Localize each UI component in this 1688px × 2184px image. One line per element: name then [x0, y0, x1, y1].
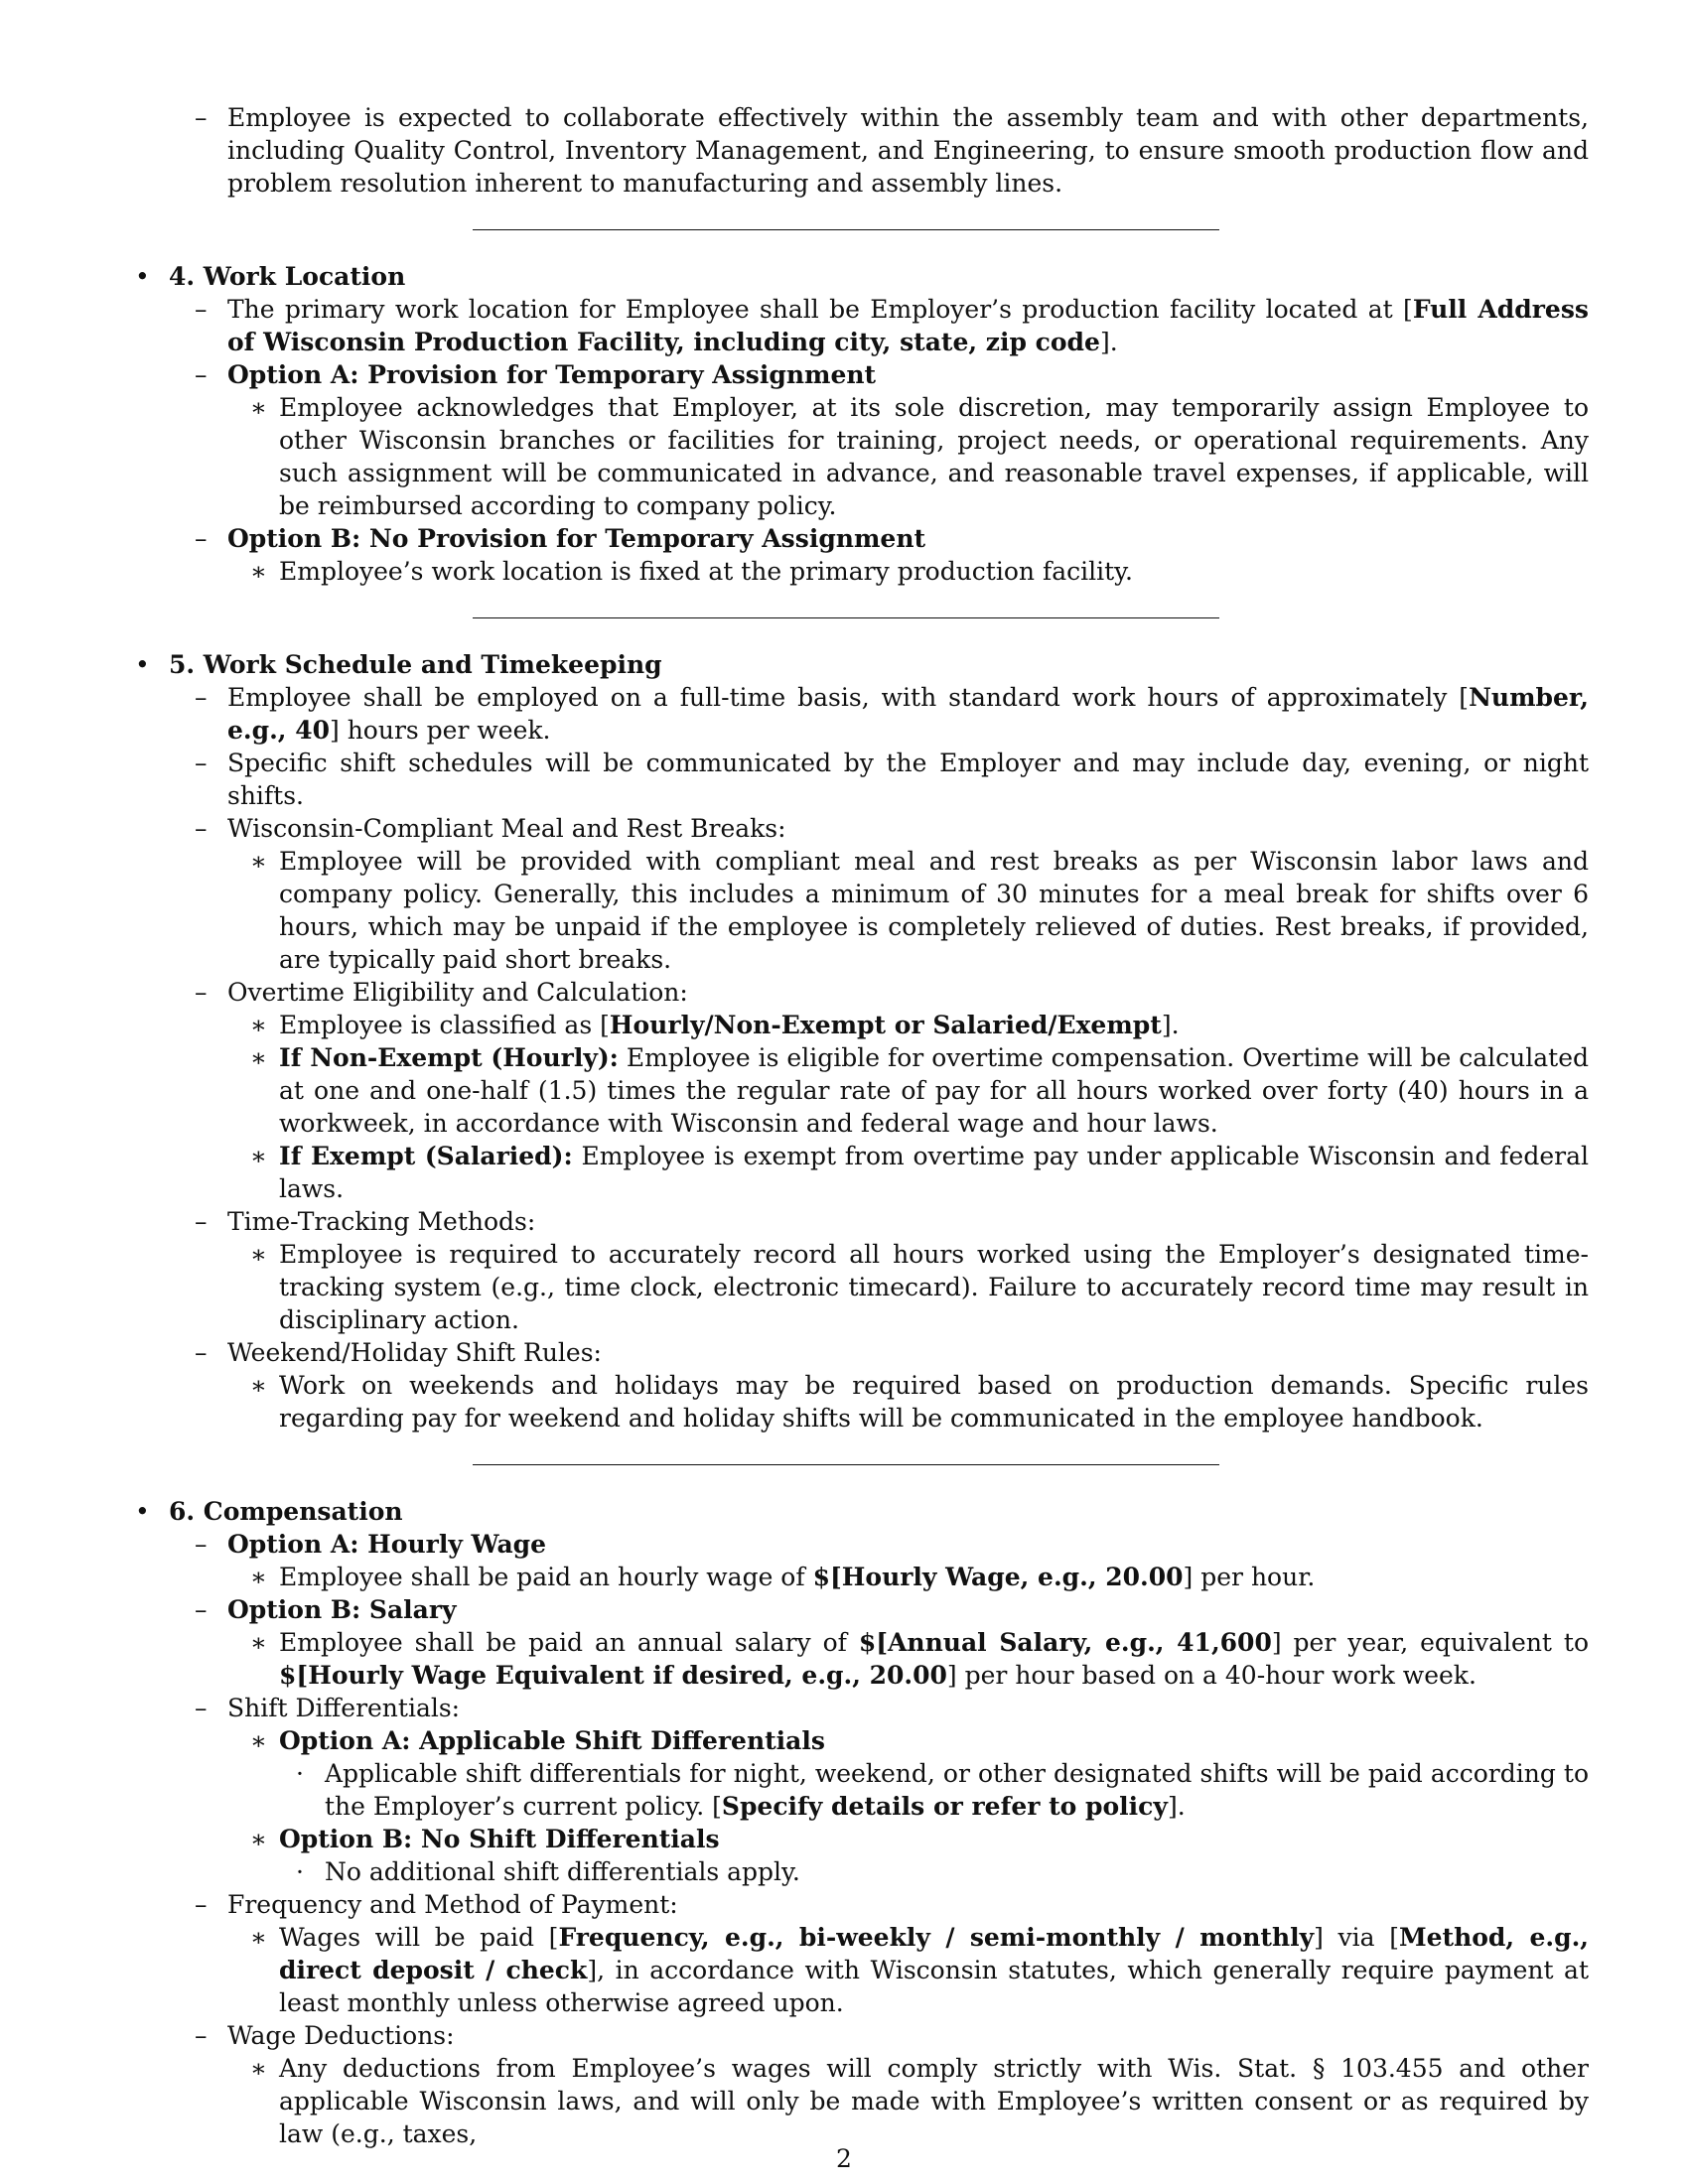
star-marker: ∗: [250, 1371, 267, 1400]
list-item-text: Work on weekends and holidays may be required based on production demands. Specific rules regarding pay for weekend and holiday shifts will be communicated in the employee handbook.: [279, 1371, 1589, 1433]
star-marker: ∗: [250, 1726, 267, 1755]
list-item: [135, 976, 1589, 1009]
section-heading: [135, 1495, 1589, 1528]
list-item-text: Employee is classified as [Hourly/Non-Exempt or Salaried/Exempt].: [279, 1011, 1180, 1039]
star-marker: ∗: [250, 1563, 267, 1591]
dash-marker: –: [195, 1530, 208, 1559]
option-heading: [135, 1593, 1589, 1626]
list-item: [135, 1561, 1589, 1593]
option-title: Option B: No Shift Differentials: [279, 1825, 720, 1853]
option-heading: [135, 1823, 1589, 1855]
list-item: [135, 1140, 1589, 1205]
list-item: [135, 2019, 1589, 2052]
list-item: [135, 1336, 1589, 1369]
section-divider: [473, 1464, 1219, 1465]
list-item: [135, 747, 1589, 812]
list-item: [135, 1238, 1589, 1336]
subsection-title: Wage Deductions:: [227, 2021, 455, 2050]
list-item-text: Employee shall be paid an annual salary of $[Annual Salary, e.g., 41,600] per year, equivalent to $[Hourly Wage Equivalent if desired, e.g., 20.00] per hour based on a 40-hour work week.: [279, 1628, 1590, 1690]
option-title: Option B: No Provision for Temporary Assignment: [227, 524, 926, 553]
option-heading: [135, 1724, 1589, 1757]
condition-label: If Exempt (Salaried):: [279, 1142, 573, 1170]
list-item-text: Employee is required to accurately record all hours worked using the Employer’s designated time-tracking system (e.g., time clock, electronic timecard). Failure to accurately record time may result in disciplinary action.: [279, 1240, 1589, 1334]
list-item: [135, 1888, 1589, 1921]
section-divider: [473, 229, 1219, 230]
list-item: [135, 1921, 1589, 2019]
list-item-text: Employee shall be employed on a full-time basis, with standard work hours of approximately [Number, e.g., 40] hours per week.: [227, 683, 1589, 745]
star-marker: ∗: [250, 1923, 267, 1952]
star-marker: ∗: [250, 1240, 267, 1269]
dash-marker: –: [195, 814, 208, 843]
list-item: [135, 1369, 1589, 1434]
list-item-text: Wages will be paid [Frequency, e.g., bi-weekly / semi-monthly / monthly] via [Method, e.g., direct deposit / check], in accordance with Wisconsin statutes, which generally require payment at least monthly unless otherwise agreed upon.: [279, 1923, 1589, 2017]
page-number: 2: [836, 2144, 852, 2173]
subsection-title: Overtime Eligibility and Calculation:: [227, 978, 688, 1007]
dash-marker: –: [195, 360, 208, 389]
list-item: [135, 101, 1589, 200]
list-item: [135, 681, 1589, 747]
dot-marker: ·: [296, 1759, 304, 1788]
option-heading: [135, 358, 1589, 391]
list-item: [135, 1009, 1589, 1041]
list-item-text: Employee acknowledges that Employer, at its sole discretion, may temporarily assign Employee to other Wisconsin branches or facilities for training, project needs, or operational requirements. Any such assignment will be communicated in advance, and reasonable travel expenses, if applicable, will be reimbursed according to company policy.: [279, 393, 1589, 520]
list-item: [135, 1757, 1589, 1823]
star-marker: ∗: [250, 557, 267, 586]
section-title: 6. Compensation: [169, 1497, 403, 1526]
list-item-text: Applicable shift differentials for night, weekend, or other designated shifts will be paid according to the Employer’s current policy. [Specify details or refer to policy].: [325, 1759, 1589, 1821]
subsection-title: Weekend/Holiday Shift Rules:: [227, 1338, 602, 1367]
option-heading: [135, 522, 1589, 555]
list-item: [135, 1855, 1589, 1888]
list-item: [135, 845, 1589, 976]
dash-marker: –: [195, 683, 208, 712]
list-item: [135, 2052, 1589, 2150]
section-title: 4. Work Location: [169, 262, 406, 291]
option-title: Option A: Provision for Temporary Assignment: [227, 360, 877, 389]
placeholder-field: Method, e.g., direct deposit / check: [279, 1923, 1589, 1984]
dash-marker: –: [195, 2021, 208, 2050]
list-item: [135, 555, 1589, 588]
subsection-title: Frequency and Method of Payment:: [227, 1890, 678, 1919]
section-compensation: [135, 1495, 1589, 2150]
placeholder-field: $[Hourly Wage, e.g., 20.00: [812, 1563, 1184, 1591]
dash-marker: –: [195, 749, 208, 777]
document-body: [135, 101, 1589, 2150]
star-marker: ∗: [250, 1043, 267, 1072]
dash-marker: –: [195, 1694, 208, 1722]
star-marker: ∗: [250, 393, 267, 422]
list-item-text: No additional shift differentials apply.: [325, 1857, 800, 1886]
dash-marker: –: [195, 295, 208, 324]
placeholder-field: Hourly/Non-Exempt or Salaried/Exempt: [609, 1011, 1162, 1039]
subsection-title: Time-Tracking Methods:: [227, 1207, 536, 1236]
list-item: [135, 293, 1589, 358]
placeholder-field: $[Annual Salary, e.g., 41,600: [858, 1628, 1272, 1657]
subsection-title: Shift Differentials:: [227, 1694, 461, 1722]
list-item: [135, 1692, 1589, 1724]
list-item: [135, 391, 1589, 522]
placeholder-field: Number, e.g., 40: [227, 683, 1589, 745]
option-title: Option A: Hourly Wage: [227, 1530, 547, 1559]
list-item: [135, 1205, 1589, 1238]
placeholder-field: Full Address of Wisconsin Production Facility, including city, state, zip code: [227, 295, 1589, 356]
list-item: [135, 1041, 1589, 1140]
placeholder-field: $[Hourly Wage Equivalent if desired, e.g., 20.00: [279, 1661, 947, 1690]
list-item-text: Specific shift schedules will be communicated by the Employer and may include day, evening, or night shifts.: [227, 749, 1589, 810]
star-marker: ∗: [250, 1825, 267, 1853]
section-divider: [473, 617, 1219, 618]
dash-marker: –: [195, 1890, 208, 1919]
star-marker: ∗: [250, 1628, 267, 1657]
placeholder-field: Specify details or refer to policy: [721, 1792, 1168, 1821]
section-work-location: [135, 260, 1589, 588]
section-title: 5. Work Schedule and Timekeeping: [169, 650, 662, 679]
placeholder-field: Frequency, e.g., bi-weekly / semi-monthly / monthly: [558, 1923, 1315, 1952]
star-marker: ∗: [250, 1011, 267, 1039]
list-item-text: Employee shall be paid an hourly wage of $[Hourly Wage, e.g., 20.00] per hour.: [279, 1563, 1316, 1591]
list-item-text: Employee will be provided with compliant meal and rest breaks as per Wisconsin labor laws and company policy. Generally, this includes a minimum of 30 minutes for a meal break for shifts over 6 hours, which may be unpaid if the employee is completely relieved of duties. Rest breaks, if provided, are typically paid short breaks.: [279, 847, 1589, 974]
dash-marker: –: [195, 103, 208, 132]
dash-marker: –: [195, 1595, 208, 1624]
section-heading: [135, 260, 1589, 293]
star-marker: ∗: [250, 1142, 267, 1170]
star-marker: ∗: [250, 847, 267, 876]
list-item-text: Employee is expected to collaborate effectively within the assembly team and with other departments, including Quality Control, Inventory Management, and Engineering, to ensure smooth production flow and problem resolution inherent to manufacturing and assembly lines.: [227, 103, 1589, 198]
bullet-marker: •: [135, 262, 150, 291]
option-heading: [135, 1528, 1589, 1561]
option-title: Option A: Applicable Shift Differentials: [279, 1726, 825, 1755]
list-item-text: Employee’s work location is fixed at the primary production facility.: [279, 557, 1133, 586]
dash-marker: –: [195, 978, 208, 1007]
section-heading: [135, 648, 1589, 681]
bullet-marker: •: [135, 1497, 150, 1526]
list-item: [135, 812, 1589, 845]
condition-label: If Non-Exempt (Hourly):: [279, 1043, 619, 1072]
list-item-text: Any deductions from Employee’s wages will comply strictly with Wis. Stat. § 103.455 and other applicable Wisconsin laws, and will only be made with Employee’s written consent or as required by law (e.g., taxes,: [279, 2054, 1589, 2148]
dash-marker: –: [195, 1338, 208, 1367]
dot-marker: ·: [296, 1857, 304, 1886]
dash-marker: –: [195, 524, 208, 553]
list-item-text: The primary work location for Employee shall be Employer’s production facility located at [Full Address of Wisconsin Production Facility, including city, state, zip code].: [227, 295, 1589, 356]
star-marker: ∗: [250, 2054, 267, 2083]
dash-marker: –: [195, 1207, 208, 1236]
list-item: [135, 1626, 1589, 1692]
list-item-text: If Exempt (Salaried): Employee is exempt from overtime pay under applicable Wisconsin and federal laws.: [279, 1142, 1589, 1203]
option-title: Option B: Salary: [227, 1595, 457, 1624]
bullet-marker: •: [135, 650, 150, 679]
subsection-title: Wisconsin-Compliant Meal and Rest Breaks:: [227, 814, 786, 843]
section-work-schedule: [135, 648, 1589, 1434]
list-item-text: If Non-Exempt (Hourly): Employee is eligible for overtime compensation. Overtime will be calculated at one and one-half (1.5) times the regular rate of pay for all hours worked over forty (40) hours in a workweek, in accordance with Wisconsin and federal wage and hour laws.: [279, 1043, 1589, 1138]
